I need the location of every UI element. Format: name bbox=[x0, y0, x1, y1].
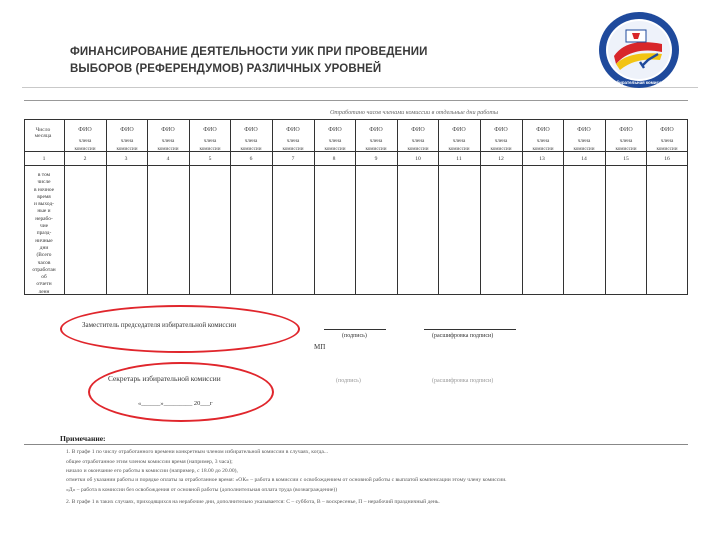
row-label-line: отработан bbox=[32, 266, 56, 273]
column-number: 10 bbox=[415, 156, 421, 162]
column-header-top: ФИО bbox=[328, 127, 342, 133]
column-header-line: члена bbox=[203, 138, 217, 144]
column-number: 11 bbox=[456, 156, 462, 162]
row-label-line: ные и bbox=[37, 208, 51, 215]
column-header bbox=[646, 127, 688, 152]
notes-title: Примечание: bbox=[60, 434, 106, 443]
highlight-oval-secretary bbox=[88, 362, 274, 422]
column-header-top: ФИО bbox=[203, 127, 217, 133]
slide-title-line-2: ВЫБОРОВ (РЕФЕРЕНДУМОВ) РАЗЛИЧНЫХ УРОВНЕЙ bbox=[70, 63, 382, 75]
column-header-top: ФИО bbox=[78, 127, 92, 133]
column-header-line: комиссии bbox=[448, 146, 470, 152]
note-line: отметки об указании работы и порядке оплаты за отработанное время: «ОК» – работа в комиссии с освобождением от основной работы с выплатой компенсации этому члену комиссии. bbox=[66, 477, 507, 483]
column-header-line: члена bbox=[619, 138, 633, 144]
column-header bbox=[106, 127, 148, 152]
column-header-line: комиссии bbox=[490, 146, 512, 152]
column-header-top: ФИО bbox=[577, 127, 591, 133]
column-header bbox=[355, 127, 397, 152]
table-border-top bbox=[24, 119, 688, 120]
stamp-label: МП bbox=[314, 343, 326, 351]
highlight-oval-deputy bbox=[60, 305, 300, 353]
column-number: 4 bbox=[166, 156, 170, 162]
column-header-line: члена bbox=[411, 138, 425, 144]
signature-caption-2: (подпись) bbox=[336, 378, 361, 384]
decoding-caption: (расшифровка подписи) bbox=[432, 333, 494, 339]
column-header-line: члена bbox=[536, 138, 550, 144]
column-header-top: ФИО bbox=[660, 127, 674, 133]
row-label bbox=[26, 172, 62, 296]
column-header bbox=[147, 127, 189, 152]
column-number: 2 bbox=[83, 156, 87, 162]
column-number: 9 bbox=[374, 156, 378, 162]
column-header-line: комиссии bbox=[240, 146, 262, 152]
column-header bbox=[230, 127, 272, 152]
column-header-top: ФИО bbox=[452, 127, 466, 133]
column-header-top: ФИО bbox=[369, 127, 383, 133]
note-line: начало и окончание его работы в комиссии (например, с 18.00 до 20.00), bbox=[66, 468, 238, 474]
column-number: 15 bbox=[623, 156, 629, 162]
note-line: 2. В графе 1 в таких случаях, приходящихся на нерабочие дни, дополнительно указывается: С – суббота, В – воскресенье, П – нерабочий праздничный день. bbox=[66, 499, 440, 505]
column-header bbox=[272, 127, 314, 152]
column-header-top: ФИО bbox=[286, 127, 300, 133]
row-label-line: нерабо- bbox=[35, 215, 53, 222]
table-caption: Отработано часов членами комиссии в отдельные дни работы bbox=[329, 109, 499, 116]
column-header-top: ФИО bbox=[536, 127, 550, 133]
note-line: «Д» – работа в комиссии без освобождения от основной работы (дополнительная оплата труда (вознаграждение)) bbox=[66, 487, 338, 493]
row-label-line: дни bbox=[39, 244, 49, 251]
note-line: 1. В графе 1 по числу отработанного времени конкретным членом избирательной комиссии в случаях, когда... bbox=[66, 449, 329, 455]
column-number: 16 bbox=[664, 156, 670, 162]
column-number: 8 bbox=[332, 156, 336, 162]
column-header-line: комиссии bbox=[407, 146, 429, 152]
column-header bbox=[397, 127, 439, 152]
row-label-line: чие bbox=[40, 223, 48, 230]
column-header-line: члена bbox=[120, 138, 134, 144]
column-header-line: комиссии bbox=[157, 146, 179, 152]
row-label-line: числе bbox=[37, 179, 51, 186]
column-header-line: комиссии bbox=[324, 146, 346, 152]
row-label-line: в ночное bbox=[33, 186, 55, 193]
column-header-line: комиссии bbox=[656, 146, 678, 152]
logo-text: Избирательная комиссия bbox=[611, 80, 667, 85]
column-header-top: ФИО bbox=[244, 127, 258, 133]
column-header bbox=[563, 127, 605, 152]
doc-top-rule bbox=[24, 100, 688, 101]
slide-title-line-1: ФИНАНСИРОВАНИЕ ДЕЯТЕЛЬНОСТИ УИК ПРИ ПРОВЕДЕНИИ bbox=[70, 46, 428, 58]
date-line: «______»_________ 20___г bbox=[138, 400, 213, 407]
row-label-line: ничные bbox=[35, 237, 53, 244]
column-header-line: члена bbox=[494, 138, 508, 144]
column-number: 5 bbox=[208, 156, 212, 162]
slide-title bbox=[70, 44, 540, 78]
column-header-line: комиссии bbox=[116, 146, 138, 152]
deputy-chair-label: Заместитель председателя избирательной комиссии bbox=[82, 321, 237, 329]
note-line: общее отработанное этим членом комиссии время (например, 3 часа); bbox=[66, 459, 233, 465]
election-commission-logo bbox=[596, 8, 682, 92]
number-row-divider bbox=[24, 165, 688, 166]
column-header-top: ФИО bbox=[120, 127, 134, 133]
column-header-line: члена bbox=[328, 138, 342, 144]
column-header bbox=[438, 127, 480, 152]
row-label-line: и выход- bbox=[34, 201, 54, 208]
column-number: 1 bbox=[42, 156, 46, 162]
column-number: 14 bbox=[581, 156, 587, 162]
decoding-caption-2: (расшифровка подписи) bbox=[432, 378, 494, 384]
row-label-line: ленн bbox=[38, 288, 50, 295]
column-header-line: комиссии bbox=[282, 146, 304, 152]
row-label-line: в том bbox=[37, 172, 51, 178]
row-label-line: об bbox=[41, 274, 47, 281]
column-header-line: члена bbox=[244, 138, 258, 144]
column-header-top: ФИО bbox=[494, 127, 508, 133]
signature-line-1 bbox=[324, 329, 386, 330]
column-number: 13 bbox=[539, 156, 545, 162]
column-header bbox=[189, 127, 231, 152]
row-label-line: празд- bbox=[36, 230, 52, 237]
document-scan bbox=[24, 97, 688, 537]
column-header-line: члена bbox=[660, 138, 674, 144]
decoding-line-1 bbox=[424, 329, 516, 330]
table-border-bottom bbox=[24, 294, 688, 295]
table-border-left bbox=[24, 119, 25, 294]
row-label-line: отчетн bbox=[36, 281, 52, 288]
column-header-top: ФИО bbox=[411, 127, 425, 133]
column-header-line: члена bbox=[286, 138, 300, 144]
column-header-line: члена bbox=[577, 138, 591, 144]
column-header-top: ФИО bbox=[619, 127, 633, 133]
notes-rule bbox=[24, 444, 688, 445]
column-number: 6 bbox=[249, 156, 253, 162]
column-header bbox=[64, 127, 106, 152]
column-number: 3 bbox=[124, 156, 128, 162]
row-label-line: часов bbox=[37, 259, 51, 266]
column-number: 12 bbox=[498, 156, 504, 162]
column-header-line: члена bbox=[369, 138, 383, 144]
column-header-line: члена bbox=[78, 138, 92, 144]
column-header-line: комиссии bbox=[532, 146, 554, 152]
column-header bbox=[605, 127, 647, 152]
column-header bbox=[480, 127, 522, 152]
column-header bbox=[314, 127, 356, 152]
column-header-line: комиссии bbox=[573, 146, 595, 152]
row-label-line: (Всего bbox=[36, 252, 52, 259]
column-number: 7 bbox=[291, 156, 295, 162]
column-header-line: комиссии bbox=[199, 146, 221, 152]
column-header-top: ФИО bbox=[161, 127, 175, 133]
row-label-line: время bbox=[37, 193, 51, 200]
column-header bbox=[522, 127, 564, 152]
column-header-line: комиссии bbox=[365, 146, 387, 152]
first-column-header: Число месяца bbox=[34, 127, 52, 139]
column-header-line: члена bbox=[452, 138, 466, 144]
signature-caption: (подпись) bbox=[342, 333, 367, 339]
column-header-line: комиссии bbox=[615, 146, 637, 152]
secretary-label: Секретарь избирательной комиссии bbox=[108, 374, 221, 383]
column-header-line: члена bbox=[161, 138, 175, 144]
column-header-line: комиссии bbox=[74, 146, 96, 152]
